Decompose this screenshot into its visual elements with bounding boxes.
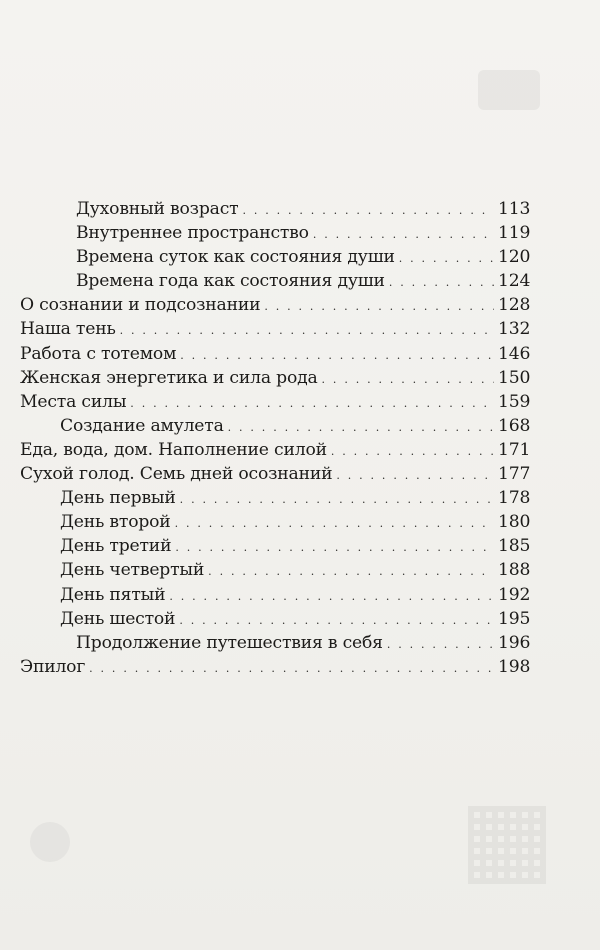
toc-entry-page: 180 [498,512,531,533]
toc-entry [20,221,531,245]
toc-entry-page: 159 [498,391,531,412]
toc-entry-page: 128 [498,295,531,316]
toc-entry [20,607,531,631]
toc-entry [20,317,531,341]
toc-entry-page: 146 [498,343,531,364]
table-of-contents [20,197,531,679]
toc-leader-dots [322,366,494,392]
toc-leader-dots [336,462,494,488]
toc-entry-title: День пятый [60,584,166,605]
toc-entry [20,366,531,390]
toc-entry-title: День шестой [60,608,176,629]
toc-entry-page: 120 [498,247,531,268]
toc-entry-title: Женская энергетика и сила рода [20,367,318,388]
toc-entry-page: 150 [498,367,531,388]
toc-leader-dots [175,534,494,560]
toc-entry [20,510,531,534]
toc-entry-page: 113 [498,199,531,219]
qr-code-showthrough [468,806,546,884]
toc-entry-title: День третий [60,536,172,557]
toc-entry [20,293,531,317]
toc-entry-title: Эпилог [20,656,86,677]
toc-entry-page: 177 [498,464,531,485]
toc-entry-title: Работа с тотемом [20,343,177,364]
toc-entry-title: День четвертый [60,560,205,581]
toc-leader-dots [399,245,494,271]
toc-entry [20,342,531,366]
toc-entry [20,655,531,679]
toc-leader-dots [331,438,494,464]
toc-entry [20,390,531,414]
telegram-icon [30,822,70,862]
toc-entry-title: День второй [60,512,171,533]
toc-entry [20,438,531,462]
toc-entry [20,414,531,438]
toc-entry-page: 171 [498,439,531,460]
toc-entry-page: 192 [498,584,531,605]
toc-leader-dots [264,293,494,319]
toc-entry-page: 132 [498,319,531,340]
toc-entry [20,583,531,607]
toc-entry-page: 124 [498,271,531,292]
toc-entry-page: 185 [498,536,531,557]
toc-leader-dots [89,655,494,681]
toc-leader-dots [242,197,494,223]
toc-leader-dots [228,414,494,440]
toc-leader-dots [387,631,494,657]
toc-entry-title: Сухой голод. Семь дней осознаний [20,464,333,485]
toc-leader-dots [389,269,494,295]
toc-entry-title: Еда, вода, дом. Наполнение силой [20,439,327,460]
toc-entry-page: 196 [498,632,531,653]
toc-leader-dots [180,486,494,512]
age-rating-badge-showthrough [478,70,540,110]
toc-leader-dots [179,607,494,633]
toc-entry-page: 198 [498,656,531,677]
toc-entry-title: Продолжение путешествия в себя [76,632,383,653]
toc-entry-title: Создание амулета [60,415,224,436]
toc-entry-title: Места силы [20,391,127,412]
toc-entry-title: Духовный возраст [76,199,239,219]
toc-leader-dots [313,221,494,247]
toc-entry [20,558,531,582]
toc-leader-dots [175,510,494,536]
toc-entry [20,197,531,221]
toc-entry [20,462,531,486]
toc-leader-dots [120,317,494,343]
toc-entry [20,631,531,655]
toc-entry-title: Наша тень [20,319,116,340]
toc-leader-dots [208,558,494,584]
toc-leader-dots [169,583,494,609]
toc-leader-dots [130,390,494,416]
toc-entry-page: 178 [498,488,531,509]
toc-entry-page: 188 [498,560,531,581]
toc-entry-page: 195 [498,608,531,629]
toc-entry [20,245,531,269]
toc-entry-title: Времена года как состояния души [76,271,385,292]
toc-entry-title: Внутреннее пространство [76,223,309,244]
toc-entry [20,534,531,558]
toc-entry-page: 119 [498,223,531,244]
toc-entry [20,486,531,510]
toc-entry-title: День первый [60,488,176,509]
toc-entry-title: О сознании и подсознании [20,295,261,316]
toc-leader-dots [180,342,494,368]
toc-entry-title: Времена суток как состояния души [76,247,395,268]
toc-entry [20,269,531,293]
toc-entry-page: 168 [498,415,531,436]
